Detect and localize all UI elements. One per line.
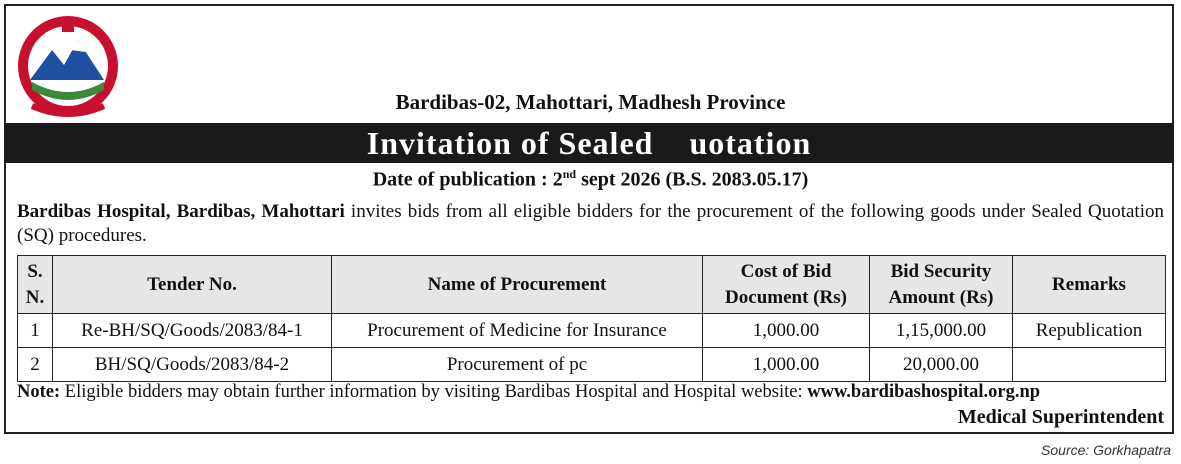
cell-security: 1,15,000.00	[870, 314, 1013, 348]
table-header-row	[18, 256, 1166, 314]
office-address: Bardibas-02, Mahottari, Madhesh Province	[395, 90, 786, 114]
col-procurement-name: Name of Procurement	[332, 256, 703, 314]
cell-remarks	[1013, 348, 1166, 382]
cell-procurement-name: Procurement of pc	[332, 348, 703, 382]
cell-cost: 1,000.00	[703, 348, 870, 382]
cell-cost: 1,000.00	[703, 314, 870, 348]
publication-date	[0, 167, 1181, 192]
col-tender-no: Tender No.	[53, 256, 332, 314]
cell-tender-no: BH/SQ/Goods/2083/84-2	[53, 348, 332, 382]
col-remarks: Remarks	[1013, 256, 1166, 314]
notice-title: Invitation of Sealed uotation	[4, 123, 1174, 163]
cell-security: 20,000.00	[870, 348, 1013, 382]
procurement-table	[17, 255, 1166, 382]
note-line	[17, 382, 1164, 403]
intro-paragraph	[17, 200, 1164, 248]
col-bid-security: Bid Security Amount (Rs)	[870, 256, 1013, 314]
website-link[interactable]: www.bardibashospital.org.np	[807, 382, 1041, 402]
note-text: Eligible bidders may obtain further information by visiting Bardibas Hospital and Hospital website:	[60, 382, 808, 402]
col-cost-bid-document: Cost of Bid Document (Rs)	[703, 256, 870, 314]
cell-sn: 1	[18, 314, 53, 348]
date-prefix: Date of publication : 2	[372, 168, 563, 191]
table-row	[18, 348, 1166, 382]
signatory: Medical Superintendent	[957, 406, 1164, 428]
source-credit: Source: Gorkhapatra	[1041, 442, 1171, 458]
cell-procurement-name: Procurement of Medicine for Insurance	[332, 314, 703, 348]
col-sn: S. N.	[18, 256, 53, 314]
note-label: Note:	[17, 382, 61, 402]
date-suffix: sept 2026 (B.S. 2083.05.17)	[576, 168, 809, 191]
date-suffix-superscript: nd	[562, 167, 577, 181]
table-row	[18, 314, 1166, 348]
cell-sn: 2	[18, 348, 53, 382]
cell-remarks: Republication	[1013, 314, 1166, 348]
organization-name: Bardibas Hospital, Bardibas, Mahottari	[17, 201, 345, 222]
cell-tender-no: Re-BH/SQ/Goods/2083/84-1	[53, 314, 332, 348]
intro-text: invites bids from all eligible bidders for the procurement of the following goods under Sealed Quotation (SQ) procedures.	[17, 201, 1164, 246]
